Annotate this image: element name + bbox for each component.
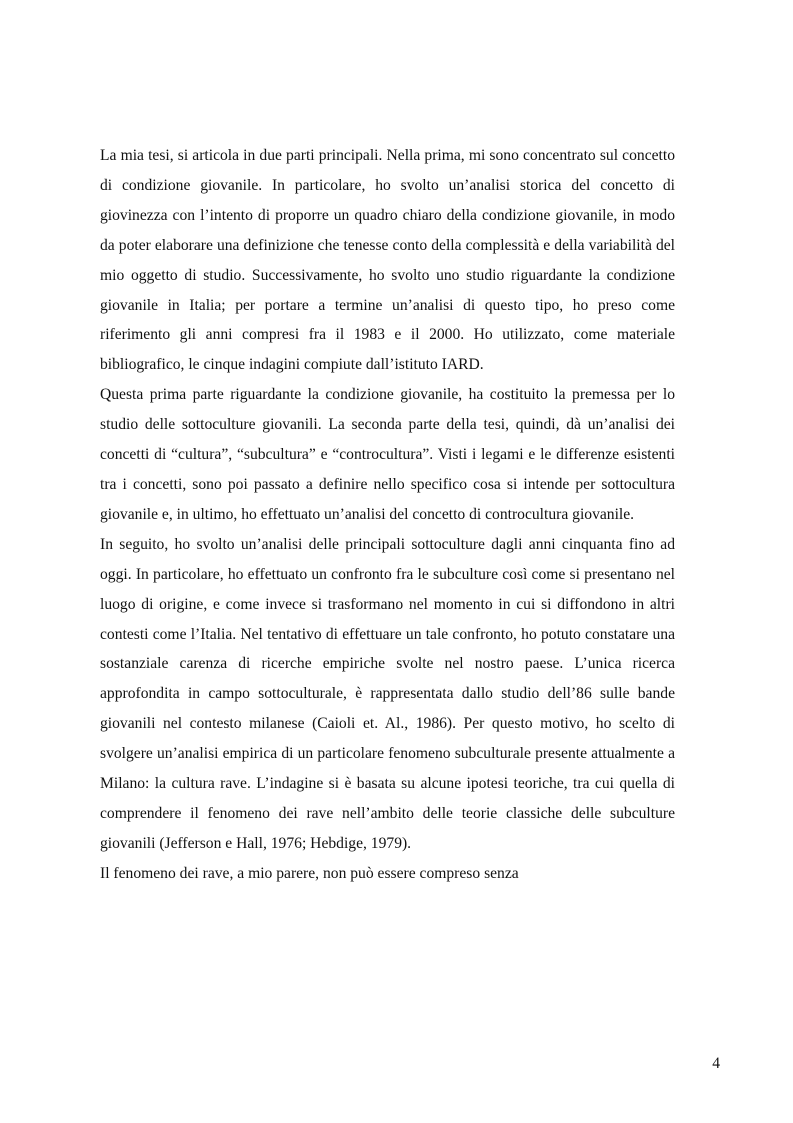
paragraph-rave-phenomenon: Il fenomeno dei rave, a mio parere, non può essere compreso senza	[100, 864, 519, 882]
body-text	[100, 141, 675, 889]
page-number: 4	[712, 1055, 720, 1072]
paragraph-thesis-structure: La mia tesi, si articola in due parti principali. Nella prima, mi sono concentrato sul concetto di condizione giovanile. In particolare, ho svolto un’analisi storica del concetto di giovinezza con l’intento di proporre un quadro chiaro della condizione giovanile, in modo da poter elaborare una definizione che tenesse conto della complessità e della variabilità del mio oggetto di studio. Successivamente, ho svolto uno studio riguardante la condizione giovanile in Italia; per portare a termine un’analisi di questo tipo, ho preso come riferimento gli anni compresi fra il 1983 e il 2000. Ho utilizzato, come materiale bibliografico, le cinque indagini compiute dall’istituto IARD.	[100, 147, 675, 374]
paragraph-empirical-analysis: In seguito, ho svolto un’analisi delle principali sottoculture dagli anni cinquanta fino ad oggi. In particolare, ho effettuato un confronto fra le subculture così come si presentano nel luogo di origine, e come invece si trasformano nel momento in cui si diffondono in altri contesti come l’Italia. Nel tentativo di effettuare un tale confronto, ho potuto constatare una sostanziale carenza di ricerche empiriche svolte nel nostro paese. L’unica ricerca approfondita in campo sottoculturale, è rappresentata dallo studio dell’86 sulle bande giovanili nel contesto milanese (Caioli et. Al., 1986). Per questo motivo, ho scelto di svolgere un’analisi empirica di un particolare fenomeno subculturale presente attualmente a Milano: la cultura rave. L’indagine si è basata su alcune ipotesi teoriche, tra cui quella di comprendere il fenomeno dei rave nell’ambito delle teorie classiche delle subculture giovanili (Jefferson e Hall, 1976; Hebdige, 1979).	[100, 535, 675, 852]
paragraph-subcultures-concepts: Questa prima parte riguardante la condizione giovanile, ha costituito la premessa per lo studio delle sottoculture giovanili. La seconda parte della tesi, quindi, dà un’analisi dei concetti di “cultura”, “subcultura” e “controcultura”. Visti i legami e le differenze esistenti tra i concetti, sono poi passato a definire nello specifico cosa si intende per sottocultura giovanile e, in ultimo, ho effettuato un’analisi del concetto di controcultura giovanile.	[100, 386, 675, 523]
